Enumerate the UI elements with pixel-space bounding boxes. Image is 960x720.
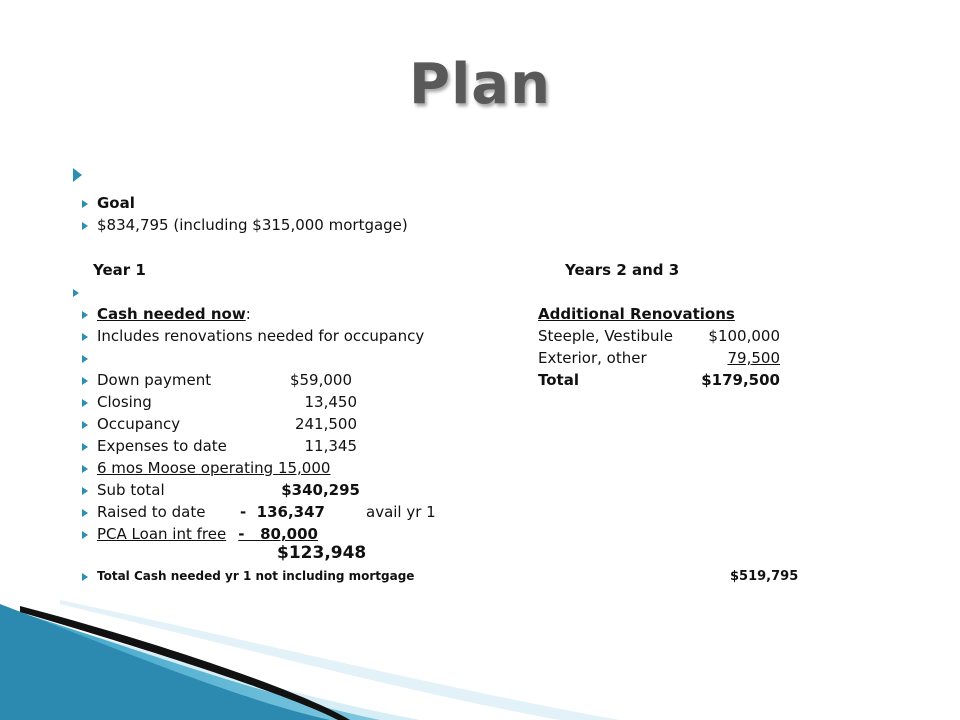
cash-needed-colon: : bbox=[245, 305, 251, 323]
item-value: $59,000 bbox=[289, 371, 352, 389]
bullet-icon bbox=[82, 222, 88, 230]
bullet-icon bbox=[82, 355, 88, 363]
item-value: 241,500 bbox=[294, 415, 357, 433]
item-suffix: avail yr 1 bbox=[366, 503, 436, 521]
total-cash-label: Total Cash needed yr 1 not including mortgage bbox=[97, 569, 415, 583]
right-item-label: Exterior, other bbox=[538, 349, 647, 367]
bullet-icon bbox=[82, 399, 88, 407]
net-total: $123,948 bbox=[277, 543, 367, 563]
right-item-label: Total bbox=[538, 371, 579, 389]
bullet-icon bbox=[73, 289, 79, 297]
item-value: 13,450 bbox=[304, 393, 357, 411]
bullet-icon bbox=[82, 377, 88, 385]
bullet-icon bbox=[73, 168, 82, 182]
item-value: $340,295 bbox=[281, 481, 360, 499]
cash-needed-heading bbox=[97, 305, 251, 323]
item-row-underlined bbox=[97, 525, 364, 543]
goal-amount: $834,795 (including $315,000 mortgage) bbox=[97, 216, 408, 234]
bullet-icon bbox=[82, 421, 88, 429]
page-title: Plan bbox=[409, 52, 551, 117]
bullet-icon bbox=[82, 311, 88, 319]
bullet-icon bbox=[82, 573, 88, 581]
right-item-value: $100,000 bbox=[708, 327, 780, 345]
bullet-icon bbox=[82, 443, 88, 451]
bullet-icon bbox=[82, 200, 88, 208]
item-label: Closing bbox=[97, 393, 152, 411]
item-label: Sub total bbox=[97, 481, 165, 499]
item-value: - 136,347 bbox=[240, 503, 325, 521]
cash-needed-label: Cash needed now bbox=[97, 305, 246, 323]
item-label: Occupancy bbox=[97, 415, 181, 433]
total-cash-value: $519,795 bbox=[730, 569, 799, 584]
bullet-icon bbox=[82, 333, 88, 341]
item-value: 15,000 bbox=[277, 459, 331, 477]
includes-note: Includes renovations needed for occupancy bbox=[97, 327, 425, 345]
item-label: Raised to date bbox=[97, 503, 206, 521]
bullet-icon bbox=[82, 509, 88, 517]
right-item-label: Steeple, Vestibule bbox=[538, 327, 673, 345]
bullet-icon bbox=[82, 487, 88, 495]
item-value: - 80,000 bbox=[238, 525, 318, 543]
right-item-value: 79,500 bbox=[727, 349, 780, 367]
item-label: Down payment bbox=[97, 371, 212, 389]
column-year1: Year 1 bbox=[93, 261, 146, 279]
item-value: 11,345 bbox=[304, 437, 357, 455]
right-item-value: $179,500 bbox=[701, 371, 780, 389]
bullet-icon bbox=[82, 465, 88, 473]
additional-renovations-heading: Additional Renovations bbox=[538, 305, 735, 323]
item-row-underlined bbox=[97, 459, 359, 477]
column-years-2-3: Years 2 and 3 bbox=[565, 261, 680, 279]
item-label: Expenses to date bbox=[97, 437, 227, 455]
item-label: PCA Loan int free bbox=[97, 525, 227, 543]
bullet-icon bbox=[82, 531, 88, 539]
item-label: 6 mos Moose operating bbox=[97, 459, 274, 477]
goal-label: Goal bbox=[97, 194, 135, 212]
